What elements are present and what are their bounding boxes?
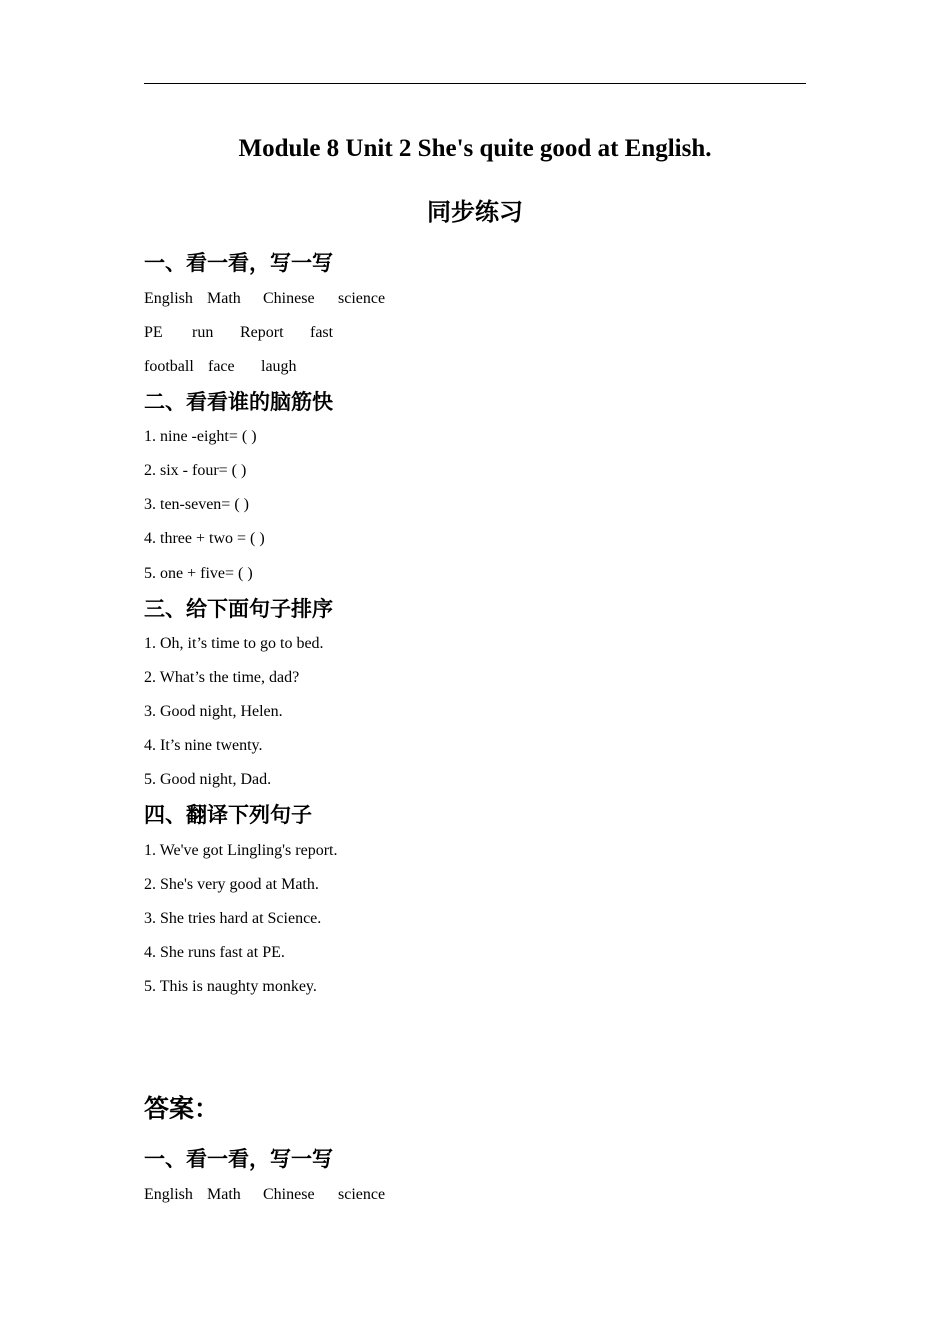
list-item: 1. We've got Lingling's report. (144, 842, 338, 859)
word: PE (144, 324, 163, 341)
word: face (208, 358, 235, 375)
page-title: Module 8 Unit 2 She's quite good at English. (238, 135, 712, 162)
list-item: 4. She runs fast at PE. (144, 944, 285, 961)
word: Chinese (263, 290, 315, 307)
word: Report (240, 324, 284, 341)
list-item: 4. It’s nine twenty. (144, 737, 263, 754)
word: English (144, 1186, 193, 1203)
list-item: 5. Good night, Dad. (144, 771, 272, 788)
list-item: 5. one + five= ( ) (144, 565, 253, 582)
section1-heading: 一、看一看，写一写 (144, 251, 333, 275)
list-item: 3. ten-seven= ( ) (144, 496, 249, 513)
word: fast (310, 324, 334, 341)
word: science (338, 290, 386, 307)
word: run (192, 324, 214, 341)
word: laugh (261, 358, 297, 375)
section3-heading: 三、给下面句子排序 (144, 597, 333, 621)
list-item: 2. She's very good at Math. (144, 876, 319, 893)
list-item: 2. six - four= ( ) (144, 462, 247, 479)
word: science (338, 1186, 386, 1203)
list-item: 3. Good night, Helen. (144, 703, 283, 720)
word: football (144, 358, 194, 375)
page-subtitle: 同步练习 (427, 200, 523, 226)
header-rule (144, 83, 806, 84)
word: Math (207, 290, 241, 307)
answers-label: 答案： (144, 1096, 220, 1123)
section2-heading: 二、看看谁的脑筋快 (144, 390, 333, 414)
list-item: 3. She tries hard at Science. (144, 910, 322, 927)
word: Math (207, 1186, 241, 1203)
list-item: 2. What’s the time, dad? (144, 669, 300, 686)
list-item: 5. This is naughty monkey. (144, 978, 317, 995)
list-item: 4. three + two = ( ) (144, 530, 265, 547)
word: Chinese (263, 1186, 315, 1203)
list-item: 1. nine -eight= ( ) (144, 428, 257, 445)
list-item: 1. Oh, it’s time to go to bed. (144, 635, 324, 652)
section4-heading: 四、翻译下列句子 (144, 803, 312, 827)
word: English (144, 290, 193, 307)
answers-section1-heading: 一、看一看，写一写 (144, 1147, 333, 1171)
